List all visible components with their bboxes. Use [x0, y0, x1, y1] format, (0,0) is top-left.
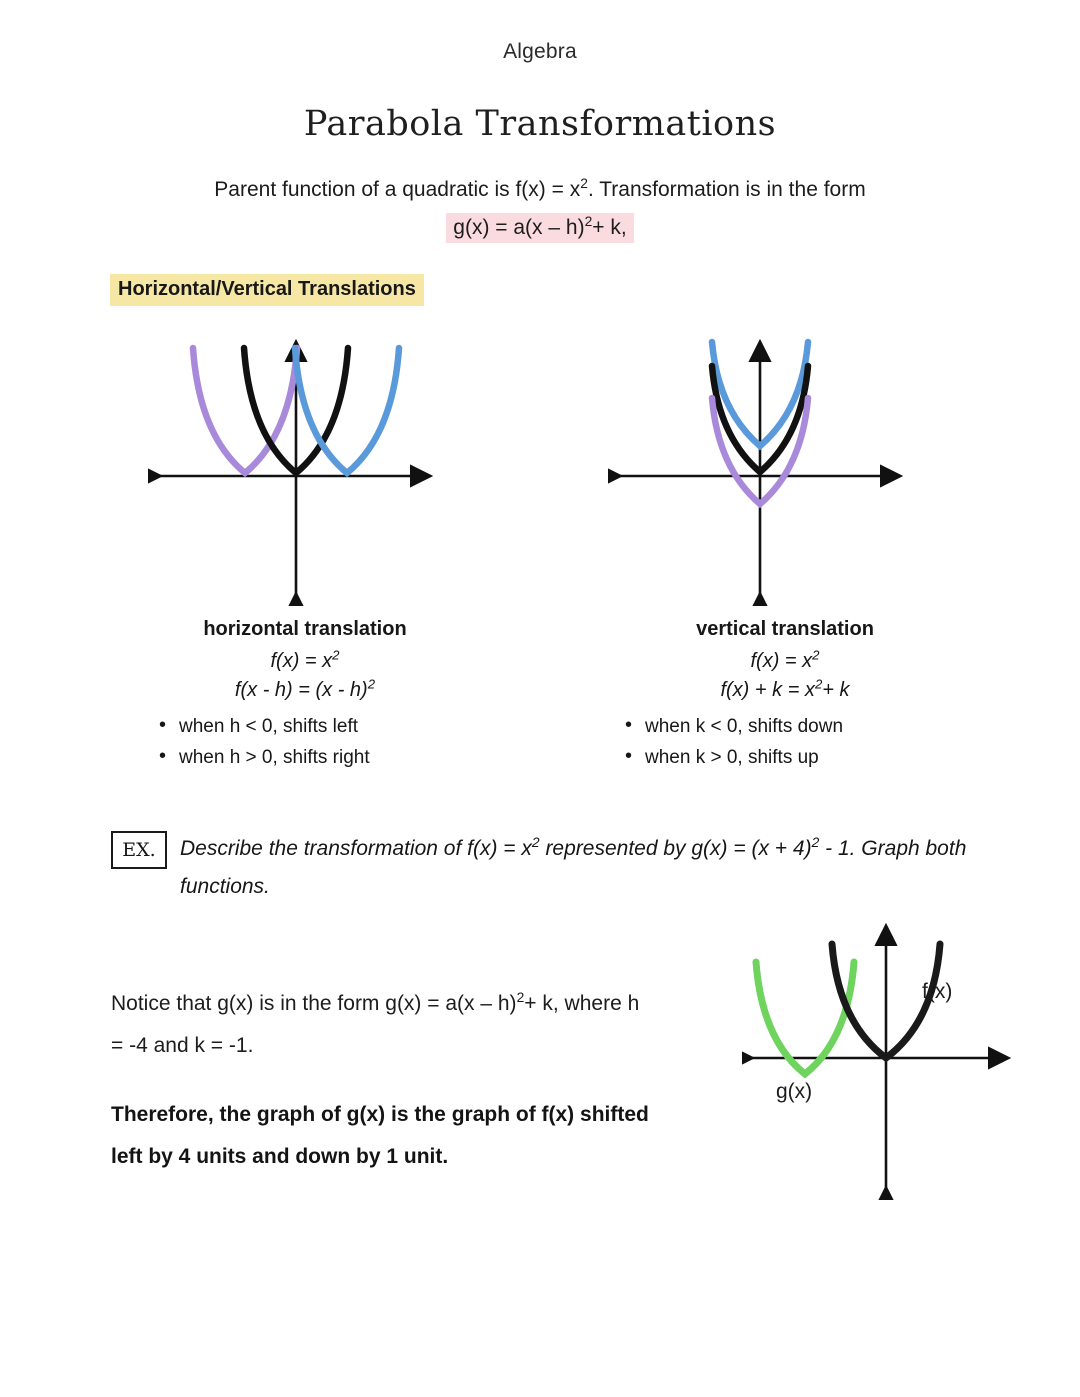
- caption-equation-2: [105, 676, 505, 702]
- eq2-text: f(x - h) = (x - h): [234, 679, 368, 701]
- horizontal-translation-caption: [105, 618, 505, 778]
- intro-line-2: [0, 213, 1080, 240]
- eq2-text: f(x) + k = x: [720, 679, 815, 701]
- intro-text-a: Parent function of a quadratic is f(x) = x: [214, 178, 581, 201]
- example-text-a: Describe the transformation of f(x) = x: [180, 837, 532, 860]
- caption-title: vertical translation: [696, 618, 874, 640]
- intro-line-1: [0, 175, 1080, 202]
- example-graph: [742, 918, 1014, 1200]
- eq2-exponent: 2: [814, 676, 823, 692]
- transformation-formula: [446, 213, 633, 243]
- page-title: Parabola Transformations: [303, 104, 777, 144]
- caption-equation-1: [105, 647, 505, 673]
- example-exponent-2: 2: [811, 834, 820, 850]
- vertical-translation-caption: [585, 618, 985, 778]
- caption-equation-2: [585, 676, 985, 702]
- example-text-c: - 1. Graph both functions.: [180, 837, 967, 898]
- example-prompt: [180, 830, 1000, 906]
- formula-exponent: 2: [584, 213, 593, 229]
- intro-text-b: . Transformation is in the form: [587, 178, 866, 201]
- example-badge: EX.: [111, 831, 167, 869]
- eq1-exponent: 2: [812, 647, 820, 663]
- formula-text-a: g(x) = a(x – h): [453, 216, 585, 239]
- solution-conclusion: Therefore, the graph of g(x) is the graph of f(x) shifted left by 4 units and down by 1 unit.: [111, 1103, 649, 1168]
- section-heading-translations: Horizontal/Vertical Translations: [110, 274, 424, 306]
- caption-title: horizontal translation: [203, 618, 407, 640]
- g-of-x-label: g(x): [776, 1080, 813, 1103]
- list-item: • when h > 0, shifts right: [153, 747, 505, 769]
- list-item: • when k > 0, shifts up: [619, 747, 985, 769]
- solution-note-b: + k, where h = -4 and k = -1.: [111, 992, 640, 1057]
- intro-exponent: 2: [580, 175, 588, 191]
- example-text-b: represented by g(x) = (x + 4): [539, 837, 812, 860]
- f-of-x-label: f(x): [922, 980, 953, 1003]
- horizontal-rules-list: [153, 716, 505, 769]
- eq1-text: f(x) = x: [750, 650, 813, 672]
- solution-note-a: Notice that g(x) is in the form g(x) = a(x – h): [111, 992, 517, 1015]
- solution-note: [111, 983, 651, 1067]
- formula-text-b: + k,: [592, 216, 627, 239]
- vertical-rules-list: [619, 716, 985, 769]
- caption-equation-1: [585, 647, 985, 673]
- list-item: • when k < 0, shifts down: [619, 716, 985, 738]
- eq2-text-b: + k: [822, 679, 850, 701]
- example-exponent-1: 2: [531, 834, 540, 850]
- horizontal-translation-graph: [148, 328, 438, 606]
- list-item: • when h < 0, shifts left: [153, 716, 505, 738]
- solution-note-exponent: 2: [516, 989, 525, 1005]
- course-label: Algebra: [503, 40, 577, 63]
- eq2-exponent: 2: [367, 676, 376, 692]
- vertical-translation-graph: [608, 328, 908, 606]
- eq1-exponent: 2: [332, 647, 340, 663]
- eq1-text: f(x) = x: [270, 650, 333, 672]
